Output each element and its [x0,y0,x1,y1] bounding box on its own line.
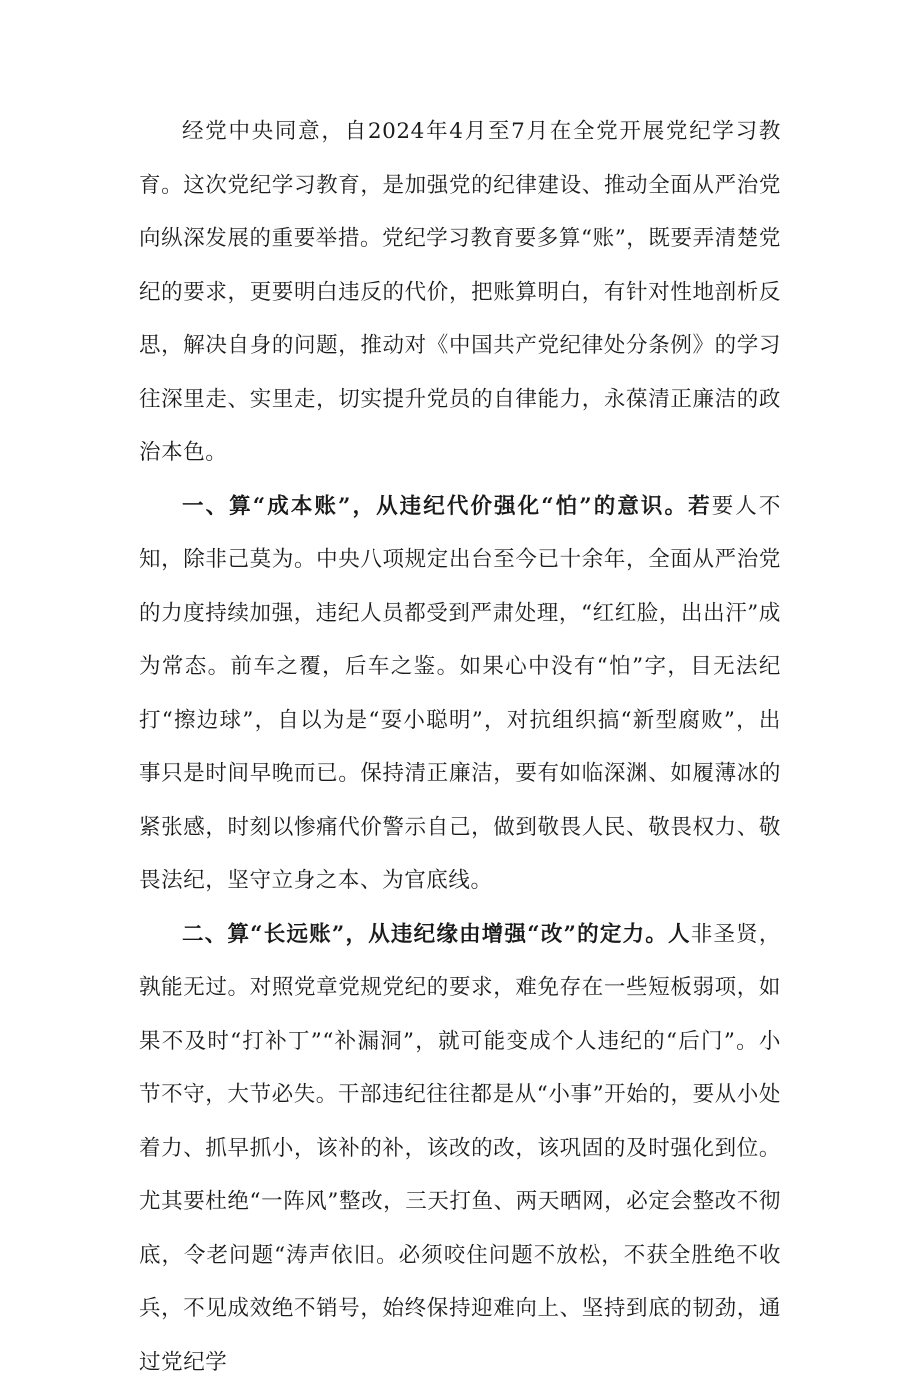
paragraph-section-1 [139,480,781,908]
section-1-heading: 一、算“成本账”，从违纪代价强化“怕”的意识。若 [182,494,712,519]
section-2-heading: 二、算“长远账”，从违纪缘由增强“改”的定力。人 [182,922,691,947]
paragraph-section-2 [139,908,781,1389]
paragraph-intro-text: 经党中央同意，自2024年4月至7月在全党开展党纪学习教育。这次党纪学习教育，是加强党的纪律建设、推动全面从严治党向纵深发展的重要举措。党纪学习教育要多算“账”，既要弄清楚党纪的要求，更要明白违反的代价，把账算明白，有针对性地剖析反思，解决自身的问题，推动对《中国共产党纪律处分条例》的学习往深里走、实里走，切实提升党员的自律能力，永葆清正廉洁的政治本色。 [139,119,781,465]
paragraph-intro [139,105,781,480]
document-page [139,105,781,1389]
section-1-text: 要人不知，除非己莫为。中央八项规定出台至今已十余年，全面从严治党的力度持续加强，违纪人员都受到严肃处理，“红红脸，出出汗”成为常态。前车之覆，后车之鉴。如果心中没有“怕”字，目无法纪打“擦边球”，自以为是“耍小聪明”，对抗组织搞“新型腐败”，出事只是时间早晚而已。保持清正廉洁，要有如临深渊、如履薄冰的紧张感，时刻以惨痛代价警示自己，做到敬畏人民、敬畏权力、敬畏法纪，坚守立身之本、为官底线。 [139,494,781,894]
section-2-text: 非圣贤，孰能无过。对照党章党规党纪的要求，难免存在一些短板弱项，如果不及时“打补丁”“补漏洞”，就可能变成个人违纪的“后门”。小节不守，大节必失。干部违纪往往都是从“小事”开始的，要从小处着力、抓早抓小，该补的补，该改的改，该巩固的及时强化到位。尤其要杜绝“一阵风”整改，三天打鱼、两天晒网，必定会整改不彻底，令老问题“涛声依旧。必须咬住问题不放松，不获全胜绝不收兵，不见成效绝不销号，始终保持迎难向上、坚持到底的韧劲，通过党纪学 [139,922,781,1375]
